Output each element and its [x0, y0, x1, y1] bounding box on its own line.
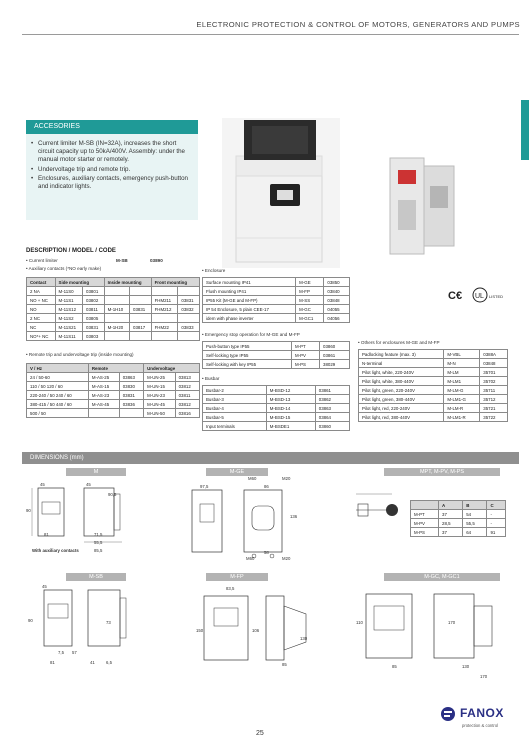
certification-marks [444, 286, 510, 304]
accessory-bullet: • Enclosures, auxiliary contacts, emergency push-button and indicator lights. [30, 175, 194, 191]
dim-value: 136 [290, 514, 298, 519]
dim-value: 85 [392, 664, 397, 669]
fanox-logo-text: FANOX [460, 706, 504, 720]
aux-cell [130, 332, 152, 341]
current-limiter-code: 03890 [150, 258, 163, 263]
enclosure-row [203, 314, 350, 323]
enclosure-cell: 03850 [324, 278, 350, 287]
others-cell: Pilot light, green, 220-240V [359, 386, 444, 395]
trip-title: • Remote trip and undervoltage trip (inside mounting) [26, 352, 134, 357]
aux-cell: 2 NA [27, 287, 56, 296]
enclosure-cell: 04055 [324, 305, 350, 314]
dim-value: 90 [28, 618, 33, 623]
trip-cell: M-UN-25 [144, 373, 175, 382]
trip-cell: M-AS-45 [88, 400, 119, 409]
aux-cell: FHM211 [151, 296, 178, 305]
table-header-cell: Inside mounting [104, 278, 151, 287]
mpt-cell: M-PV [411, 519, 439, 528]
table-header-cell: Front mounting [151, 278, 199, 287]
others-cell: 35701 [480, 368, 508, 377]
others-cell: M-LM [444, 368, 480, 377]
trip-cell: M-UN-15 [144, 382, 175, 391]
trip-row [27, 382, 200, 391]
aux-contacts-table [26, 277, 200, 341]
dimension-drawing-mgc [346, 584, 516, 680]
trip-cell: M-UN-45 [144, 400, 175, 409]
mpt-cell: 55,5 [463, 519, 487, 528]
dim-value: 55,5 [94, 540, 103, 545]
trip-cell: 03863 [119, 373, 143, 382]
enclosure-row [203, 296, 350, 305]
trip-cell: M-UN-23 [144, 391, 175, 400]
mpt-cell: 37 [439, 510, 463, 519]
dim-value: 85 [282, 662, 287, 667]
others-title-text: Others for enclosures M-GE and M-FP [360, 340, 440, 345]
dim-value: 97,5 [200, 484, 209, 489]
aux-cell: 2 NC [27, 314, 56, 323]
others-title: • Others for enclosures M-GE and M-FP [358, 340, 440, 345]
others-cell: M-LM1 [444, 377, 480, 386]
others-cell: 35721 [480, 404, 508, 413]
aux-cell: NO + NC [27, 296, 56, 305]
others-row [359, 368, 508, 377]
aux-row [27, 332, 200, 341]
trip-table [26, 363, 200, 418]
mpt-cell: 37 [439, 528, 463, 537]
trip-cell: 03813 [175, 373, 199, 382]
trip-row [27, 409, 200, 418]
enclosure-cell: 03848 [324, 296, 350, 305]
table-header-cell: V / Hz [27, 364, 89, 373]
dim-panel-label: M-SB [66, 573, 126, 581]
fanox-logo-icon [440, 706, 458, 722]
emergency-cell: 03861 [320, 351, 350, 360]
enclosure-cell: M-GE [296, 278, 324, 287]
enclosure-cell: 04056 [324, 314, 350, 323]
page-header-title: ELECTRONIC PROTECTION & CONTROL OF MOTORS, GENERATORS AND PUMPS [196, 20, 520, 29]
others-cell: 35702 [480, 377, 508, 386]
dim-value: 45 [40, 482, 45, 487]
dim-value: 85,5 [94, 548, 103, 553]
table-header-cell: Undervoltage [144, 364, 200, 373]
emergency-cell: 03860 [320, 342, 350, 351]
dim-value: 106 [252, 628, 260, 633]
enclosure-cell: M-SS [296, 296, 324, 305]
dimension-drawing-mge [188, 480, 308, 562]
aux-cell: 03803 [83, 332, 105, 341]
enclosure-cell: M-GC [296, 305, 324, 314]
trip-cell: 03811 [175, 391, 199, 400]
dim-value: 90,5 [108, 492, 117, 497]
busbar-cell: Input terminals [203, 422, 267, 431]
emergency-table-body [203, 342, 350, 369]
dim-value: M20 [282, 476, 291, 481]
aux-cell: M-11S21 [55, 323, 83, 332]
aux-cell: M-11S0 [55, 287, 83, 296]
dimension-drawing-mpt [346, 480, 416, 540]
enclosure-cell: Surface mounting IP41 [203, 278, 296, 287]
trip-cell: 03812 [175, 400, 199, 409]
busbar-cell: M-BSD-15 [266, 413, 315, 422]
aux-cell: M-11S1 [55, 296, 83, 305]
others-cell: M-LM-G [444, 386, 480, 395]
table-header-cell: A [439, 501, 463, 510]
trip-cell: 03816 [175, 409, 199, 418]
accessory-bullet: • Undervoltage trip and remote trip. [30, 166, 194, 174]
busbar-cell: 03860 [315, 422, 349, 431]
mpt-cell: - [487, 519, 506, 528]
trip-cell: M-AS-15 [88, 382, 119, 391]
trip-cell [88, 409, 119, 418]
emergency-table [202, 341, 350, 369]
table-header-row [27, 278, 200, 287]
aux-cell: 03801 [83, 287, 105, 296]
busbar-cell: M-BSD-13 [266, 395, 315, 404]
others-row [359, 386, 508, 395]
others-cell: Pilot light, red, 380-440V [359, 413, 444, 422]
emergency-title-text: Emergency stop operation for M-GE and M-FP [204, 332, 300, 337]
emergency-row [203, 342, 350, 351]
others-row [359, 350, 508, 359]
aux-cell [104, 314, 129, 323]
enclosure-title-text: Enclosure [204, 268, 226, 273]
trip-row [27, 400, 200, 409]
aux-contacts-title-text: Auxiliary contacts (*NO early make) [28, 266, 102, 271]
enclosure-row [203, 278, 350, 287]
busbar-table-body [203, 386, 350, 431]
dim-value: 45 [86, 482, 91, 487]
emergency-cell: M-PS [291, 360, 319, 369]
dim-value: 170 [448, 620, 456, 625]
dim-value: 130 [300, 636, 308, 641]
others-cell: M-LM-R [444, 404, 480, 413]
trip-cell: 500 / 50 [27, 409, 89, 418]
mpt-dimension-table [410, 500, 506, 537]
aux-cell [178, 287, 200, 296]
busbar-row [203, 386, 350, 395]
dim-panel-label: MPT, M-PV, M-PS [384, 468, 500, 476]
aux-row [27, 296, 200, 305]
aux-cell: 03802 [83, 296, 105, 305]
logo-tagline: protection & control [462, 723, 499, 728]
others-row [359, 395, 508, 404]
emergency-cell: Self-locking type IP55 [203, 351, 292, 360]
busbar-row [203, 404, 350, 413]
others-cell: 35711 [480, 386, 508, 395]
aux-cell [151, 314, 178, 323]
dim-value: 6,5 [106, 660, 112, 665]
others-table-body [359, 350, 508, 422]
trip-cell: 110 / 50 120 / 60 [27, 382, 89, 391]
trip-cell: 220-240 / 50 240 / 60 [27, 391, 89, 400]
description-title: DESCRIPTION / MODEL / CODE [26, 248, 116, 254]
accessories-title: ACCESORIES [26, 120, 198, 134]
others-cell: Padlocking feature (max. 3) [359, 350, 444, 359]
busbar-table [202, 385, 350, 431]
dimension-drawing-msb [26, 584, 166, 666]
aux-cell: NO*+ NC [27, 332, 56, 341]
busbar-cell: M-BSDE1 [266, 422, 315, 431]
table-header-cell: Side mounting [55, 278, 104, 287]
others-cell: M-LM1-R [444, 413, 480, 422]
emergency-cell: 38029 [320, 360, 350, 369]
dim-value: 81 [50, 660, 55, 665]
trip-cell: 380-415 / 50 440 / 60 [27, 400, 89, 409]
mpt-row [411, 528, 506, 537]
trip-cell: M-AS-23 [88, 391, 119, 400]
emergency-cell: M-PV [291, 351, 319, 360]
dim-value: M20 [282, 556, 291, 561]
dimension-drawing-mfp [188, 584, 320, 668]
trip-cell: 03830 [119, 382, 143, 391]
accessory-bullet: • Current limiter M-SB (IN=32A), increases the short circuit capacity up to 50kA/400V. Assembly: under the manual motor starter or remotely. [30, 140, 194, 165]
dim-value: 57 [72, 650, 77, 655]
dim-panel-label: M [66, 468, 126, 476]
table-header-cell: C [487, 501, 506, 510]
aux-cell [151, 287, 178, 296]
others-table [358, 349, 508, 422]
aux-cell [104, 332, 129, 341]
svg-text:C€: C€ [448, 290, 463, 302]
table-header-cell: Contact [27, 278, 56, 287]
others-cell: 03848 [480, 359, 508, 368]
aux-cell: 03831 [83, 323, 105, 332]
others-row [359, 413, 508, 422]
dim-value: 110 [356, 620, 363, 625]
emergency-cell: Push-button type IP55 [203, 342, 292, 351]
dim-value: 130 [462, 664, 470, 669]
emergency-cell: Self-locking with key IP55 [203, 360, 292, 369]
others-cell: 35722 [480, 413, 508, 422]
aux-cell: 03832 [178, 305, 200, 314]
current-limiter-text: Current limiter [28, 258, 58, 263]
aux-cell: 03831 [178, 296, 200, 305]
busbar-cell: Busbar-4 [203, 404, 267, 413]
enclosure-cell: 03840 [324, 287, 350, 296]
others-cell: Pilot light, red, 220-240V [359, 404, 444, 413]
others-cell: Pilot light, green, 380-440V [359, 395, 444, 404]
aux-table-body [27, 287, 200, 341]
aux-cell: M-11S11 [55, 332, 83, 341]
enclosure-table [202, 277, 350, 323]
table-header-row [411, 501, 506, 510]
dimension-drawing-m [26, 480, 156, 558]
aux-cell [178, 332, 200, 341]
enclosure-cell: idem with phase inverter [203, 314, 296, 323]
svg-text:LISTED: LISTED [489, 294, 504, 299]
aux-cell [151, 332, 178, 341]
mpt-cell: M-PT [411, 510, 439, 519]
dim-value: 90 [26, 508, 31, 513]
busbar-cell: Busbar-5 [203, 413, 267, 422]
others-cell: M-LM1-G [444, 395, 480, 404]
dim-value: M60 [246, 556, 255, 561]
dim-value: 81 [44, 532, 49, 537]
current-limiter-label: • Current limiter [26, 258, 58, 263]
trip-row [27, 391, 200, 400]
busbar-cell: Busbar-3 [203, 395, 267, 404]
enclosure-cell: M-GC1 [296, 314, 324, 323]
aux-cell [130, 296, 152, 305]
aux-row [27, 314, 200, 323]
trip-title-text: Remote trip and undervoltage trip (inside mounting) [28, 352, 134, 357]
dim-value: 45 [42, 584, 47, 589]
aux-cell [178, 314, 200, 323]
trip-cell: 24 / 50-60 [27, 373, 89, 382]
trip-cell: 03831 [119, 391, 143, 400]
busbar-cell: M-BSD-12 [266, 386, 315, 395]
dim-value: 41 [90, 660, 95, 665]
others-cell: Pilot light, white, 220-240V [359, 368, 444, 377]
dim-value: 7,5 [58, 650, 64, 655]
aux-cell: 03817 [130, 323, 152, 332]
emergency-title: • Emergency stop operation for M-GE and M-FP [202, 332, 300, 337]
aux-cell [130, 314, 152, 323]
aux-cell: 03811 [83, 305, 105, 314]
mpt-cell: 64 [463, 528, 487, 537]
trip-cell [119, 409, 143, 418]
dim-value: 83,5 [226, 586, 235, 591]
table-header-cell: B [463, 501, 487, 510]
dim-value: 150 [196, 628, 204, 633]
aux-row [27, 287, 200, 296]
trip-cell: M-AS-25 [88, 373, 119, 382]
trip-cell: M-UN-50 [144, 409, 175, 418]
busbar-cell: 03864 [315, 413, 349, 422]
aux-contacts-title: • Auxiliary contacts (*NO early make) [26, 266, 102, 271]
others-cell: 35712 [480, 395, 508, 404]
dim-value: 170 [480, 674, 488, 679]
mpt-cell: 91 [487, 528, 506, 537]
table-header-cell [411, 501, 439, 510]
enclosure-cell: IP55 Kit (M-GE and M-FP) [203, 296, 296, 305]
enclosure-photo [222, 118, 340, 268]
dim-value: 73 [106, 620, 111, 625]
enclosure-cell: IP 54 Enclosure, 5 plain CEE-17 [203, 305, 296, 314]
section-side-tab [521, 100, 529, 160]
busbar-row [203, 422, 350, 431]
others-row [359, 404, 508, 413]
enclosure-cell: Flush mounting IP41 [203, 287, 296, 296]
enclosure-cell: M-FP [296, 287, 324, 296]
aux-cell: M-1H10 [104, 305, 129, 314]
auxiliary-contact-photo [380, 150, 464, 260]
aux-cell: FHM212 [151, 305, 178, 314]
aux-cell: M-1H20 [104, 323, 129, 332]
enclosure-title: • Enclosure [202, 268, 226, 273]
aux-cell: NC [27, 323, 56, 332]
emergency-cell: M-PT [291, 342, 319, 351]
table-header-row [27, 364, 200, 373]
mpt-row [411, 519, 506, 528]
mpt-cell: - [487, 510, 506, 519]
aux-cell: 03805 [83, 314, 105, 323]
m-note: With auxiliary contacts [32, 548, 79, 553]
dim-value: 58 [264, 550, 269, 555]
trip-table-body [27, 373, 200, 418]
trip-cell: 03836 [119, 400, 143, 409]
mpt-cell: M-PS [411, 528, 439, 537]
aux-cell: FHM22 [151, 323, 178, 332]
mpt-row [411, 510, 506, 519]
aux-cell: 03831 [130, 305, 152, 314]
busbar-cell: M-BSD-14 [266, 404, 315, 413]
aux-cell: 03833 [178, 323, 200, 332]
table-header-cell: Remote [88, 364, 143, 373]
busbar-cell: 03862 [315, 395, 349, 404]
others-cell: M-VBL [444, 350, 480, 359]
busbar-cell: 03861 [315, 386, 349, 395]
trip-cell: 03812 [175, 382, 199, 391]
others-cell: Pilot light, white, 380-440V [359, 377, 444, 386]
aux-cell: M-11S2 [55, 314, 83, 323]
aux-cell [104, 287, 129, 296]
dim-panel-label: M-GC, M-GC1 [384, 573, 500, 581]
busbar-cell: Busbar-2 [203, 386, 267, 395]
aux-cell: NO [27, 305, 56, 314]
dim-panel-label: M-GE [206, 468, 268, 476]
accessories-list [30, 140, 194, 192]
others-cell: M-N [444, 359, 480, 368]
dim-value: 71,5 [94, 532, 103, 537]
enclosure-row [203, 287, 350, 296]
current-limiter-model: M-SB [116, 258, 128, 263]
aux-row [27, 323, 200, 332]
busbar-row [203, 413, 350, 422]
others-row [359, 377, 508, 386]
others-row [359, 359, 508, 368]
aux-cell [130, 287, 152, 296]
busbar-cell: 03863 [315, 404, 349, 413]
mpt-cell: 54 [463, 510, 487, 519]
header-divider [22, 34, 519, 35]
svg-text:UL: UL [475, 293, 484, 300]
dimensions-band: DIMENSIONS (mm) [22, 452, 519, 464]
enclosure-table-body [203, 278, 350, 323]
page-number: 25 [256, 730, 264, 737]
busbar-row [203, 395, 350, 404]
mpt-table-body [411, 510, 506, 537]
busbar-title-text: Busbar [204, 376, 220, 381]
emergency-row [203, 351, 350, 360]
dim-value: M60 [248, 476, 257, 481]
aux-cell [104, 296, 129, 305]
emergency-row [203, 360, 350, 369]
aux-row [27, 305, 200, 314]
busbar-title: • Busbar [202, 376, 220, 381]
trip-row [27, 373, 200, 382]
dim-value: 86 [264, 484, 269, 489]
enclosure-row [203, 305, 350, 314]
others-cell: N-terminal [359, 359, 444, 368]
dim-panel-label: M-FP [206, 573, 268, 581]
others-cell: 0388A [480, 350, 508, 359]
aux-cell: M-11S12 [55, 305, 83, 314]
mpt-cell: 28,5 [439, 519, 463, 528]
